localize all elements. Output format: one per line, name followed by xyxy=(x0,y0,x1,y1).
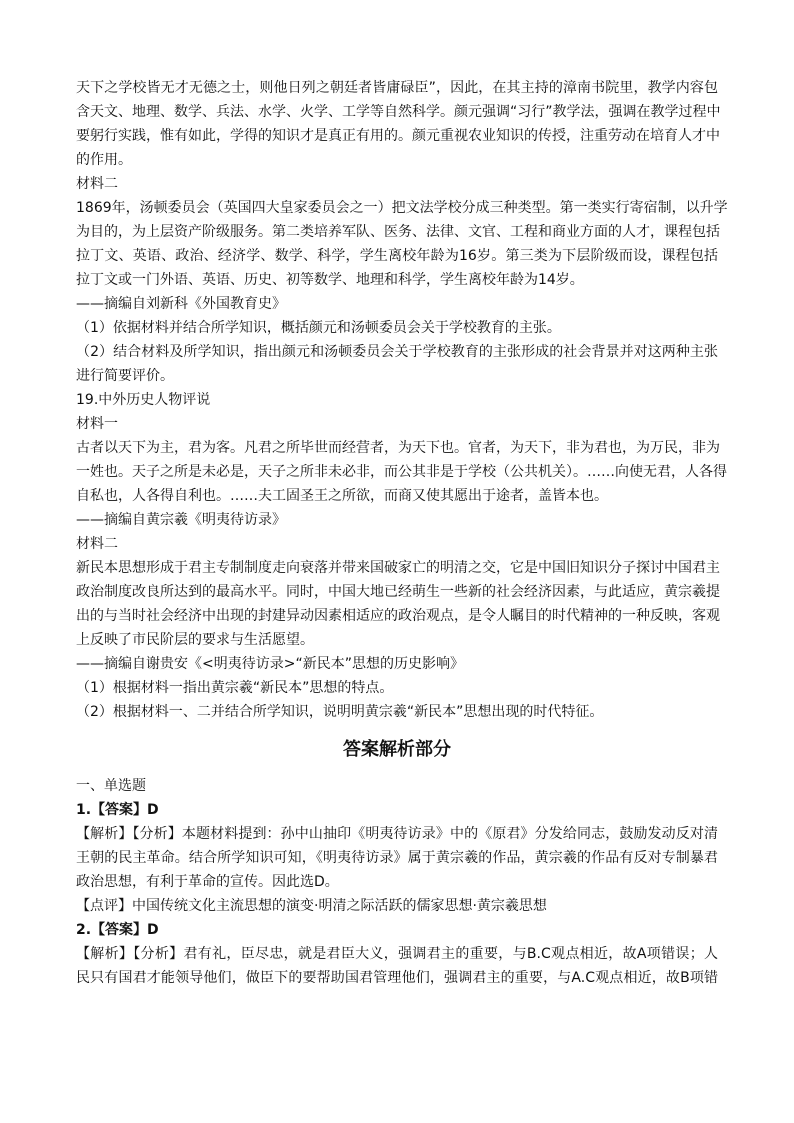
answer-key: 1.【答案】D xyxy=(76,802,159,818)
source-citation: ——摘编自谢贵安《<明夷待访录>“新民本”思想的历史影响》 xyxy=(76,656,464,672)
text-line: 要躬行实践，惟有如此，学得的知识才是真正有用的。颜元重视农业知识的传授，注重劳动在培育人才中 xyxy=(76,128,720,144)
text-line: 为目的，为上层资产阶级服务。第二类培养军队、医务、法律、文官、工程和商业方面的人才，课程包括 xyxy=(76,224,720,240)
text-line: 的作用。 xyxy=(76,152,132,168)
section-label: 材料二 xyxy=(76,536,118,552)
text-line: 自私也，人各得自利也。……夫工固圣王之所欲，而商又使其愿出于途者，盖皆本也。 xyxy=(76,488,608,504)
answer-analysis: 民只有国君才能领导他们，做臣下的要帮助国君管理他们，强调君主的重要，与A.C观点相近，故B项错 xyxy=(76,970,718,986)
section-label: 材料一 xyxy=(76,416,118,432)
answer-analysis: 【解析】【分析】本题材料提到：孙中山抽印《明夷待访录》中的《原君》分发给同志，鼓励发动反对清 xyxy=(76,826,718,842)
document-page xyxy=(76,0,728,990)
question-heading: 19.中外历史人物评说 xyxy=(76,392,211,408)
source-citation: ——摘编自刘新科《外国教育史》 xyxy=(76,296,286,312)
answer-category: 一、单选题 xyxy=(76,778,146,794)
text-line: 进行简要评价。 xyxy=(76,368,174,384)
section-label: 材料二 xyxy=(76,176,118,192)
text-line: 1869年，汤顿委员会（英国四大皇家委员会之一）把文法学校分成三种类型。第一类实行寄宿制，以升学 xyxy=(76,200,728,216)
answer-comment: 【点评】中国传统文化主流思想的演变·明清之际活跃的儒家思想·黄宗羲思想 xyxy=(76,898,547,914)
question-item: （1）根据材料一指出黄宗羲“新民本”思想的特点。 xyxy=(76,680,394,696)
text-line: 新民本思想形成于君主专制制度走向衰落并带来国破家亡的明清之交，它是中国旧知识分子探讨中国君主 xyxy=(76,560,720,576)
text-line: 政治制度改良所达到的最高水平。同时，中国大地已经萌生一些新的社会经济因素，与此适应，黄宗羲提 xyxy=(76,584,720,600)
text-line: 一姓也。天子之所是未必是，天子之所非未必非，而公其非是于学校（公共机关）。……向使无君，人各得 xyxy=(76,464,727,480)
text-line: 拉丁文、英语、政治、经济学、数学、科学，学生离校年龄为16岁。第三类为下层阶级而设，课程包括 xyxy=(76,248,718,264)
text-line: 含天文、地理、数学、兵法、水学、火学、工学等自然科学。颜元强调“习行”教学法，强调在教学过程中 xyxy=(76,104,721,120)
text-line: 上反映了市民阶层的要求与生活愿望。 xyxy=(76,632,314,648)
text-line: 古者以天下为主，君为客。凡君之所毕世而经营者，为天下也。官者，为天下，非为君也，为万民，非为 xyxy=(76,440,720,456)
text-line: 出的与当时社会经济中出现的封建异动因素相适应的政治观点，是令人瞩目的时代精神的一种反映，客观 xyxy=(76,608,720,624)
question-item: （1）依据材料并结合所学知识，概括颜元和汤顿委员会关于学校教育的主张。 xyxy=(76,320,561,336)
answer-section-title: 答案解析部分 xyxy=(343,739,451,760)
question-item: （2）结合材料及所学知识，指出颜元和汤顿委员会关于学校教育的主张形成的社会背景并对这两种主张 xyxy=(76,344,718,360)
answer-analysis: 政治思想，有利于革命的宣传。因此选D。 xyxy=(76,874,339,890)
text-line: 拉丁文或一门外语、英语、历史、初等数学、地理和科学，学生离校年龄为14岁。 xyxy=(76,272,584,288)
answer-analysis: 【解析】【分析】君有礼，臣尽忠，就是君臣大义，强调君主的重要，与B.C观点相近，故A项错误；人 xyxy=(76,946,718,962)
answer-analysis: 王朝的民主革命。结合所学知识可知，《明夷待访录》属于黄宗羲的作品，黄宗羲的作品有反对专制暴君 xyxy=(76,850,718,866)
source-citation: ——摘编自黄宗羲《明夷待访录》 xyxy=(76,512,286,528)
text-line: 天下之学校皆无才无德之士，则他日列之朝廷者皆庸碌臣”，因此，在其主持的漳南书院里，教学内容包 xyxy=(76,80,718,96)
question-item: （2）根据材料一、二并结合所学知识，说明明黄宗羲“新民本”思想出现的时代特征。 xyxy=(76,704,604,720)
answer-key: 2.【答案】D xyxy=(76,922,159,938)
